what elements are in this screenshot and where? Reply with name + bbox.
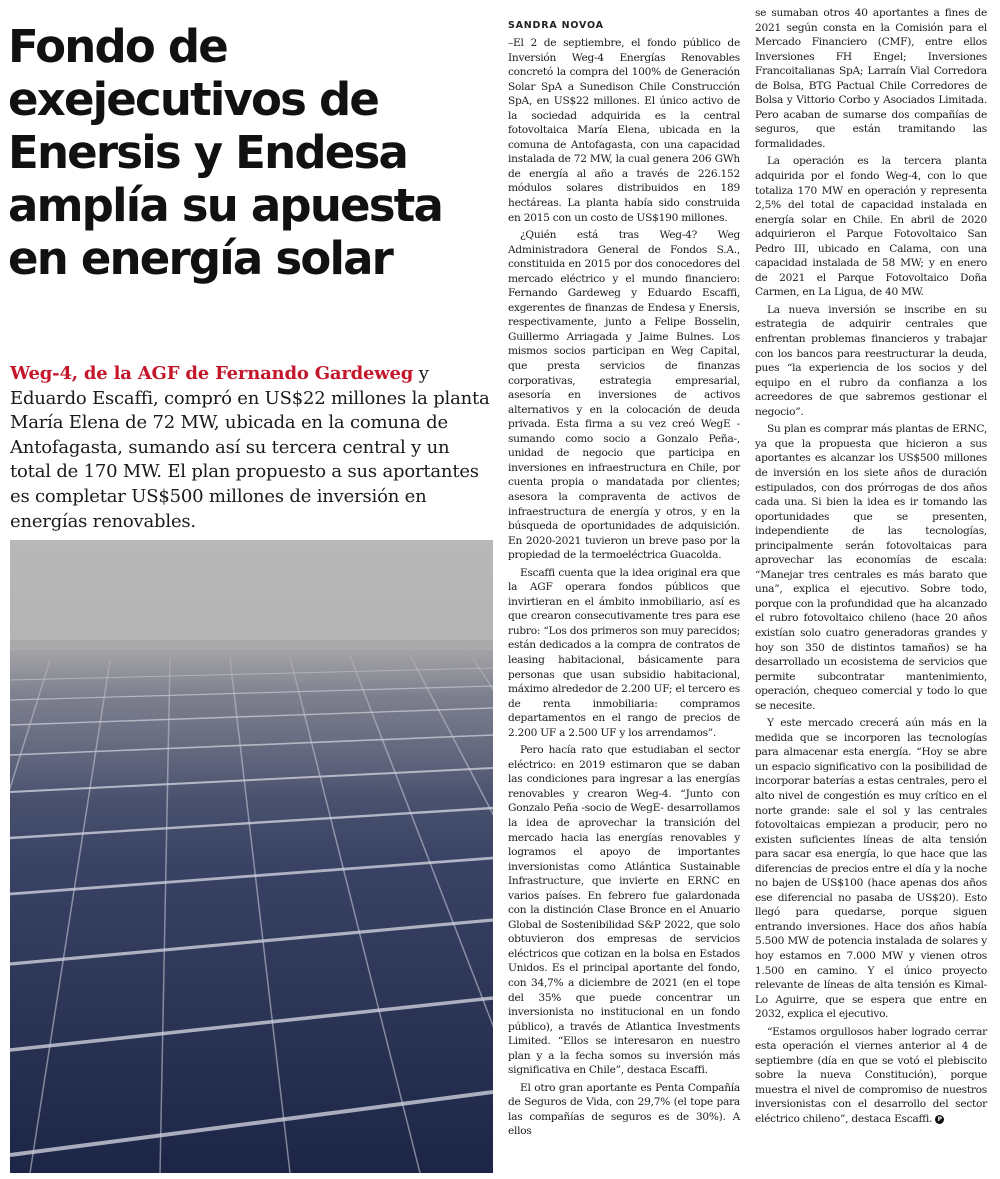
body-paragraph: se sumaban otros 40 aportantes a fines de 2021 según consta en la Comisión para el Mercado Financiero (CMF), entre ellos Inversiones FH Engel; Inversiones Francoitalianas SpA; Larraín Vial Corredora de Bolsa, BTG Pactual Chile Corredores de Bolsa y Vittorio Corbo y Asociados Limitada. Pero acaban de sumarse dos compañías de seguros, que están tramitando las formalidades. (755, 7, 987, 150)
body-paragraph: El otro gran aportante es Penta Compañía de Seguros de Vida, con 29,7% (el tope para las compañías de seguros es de 30%). A ellos (508, 1081, 740, 1138)
body-paragraph: La nueva inversión se inscribe en su estrategia de adquirir centrales que enfrentan problemas financieros y trabajar con los bancos para reestructurar la deuda, pues “la experiencia de los socios y del equipo en el rubro da confianza a los acreedores de que sabremos gestionar el negocio”. (755, 303, 987, 418)
byline: SANDRA NOVOA (508, 20, 604, 31)
body-paragraph: La operación es la tercera planta adquirida por el fondo Weg-4, con lo que totaliza 170 MW en operación y representa 2,5% del total de capacidad instalada en energía solar en Chile. En abril de 2020 adquirieron el Parque Fotovoltaico San Pedro III, ubicado en Calama, con una capacidad instalada de 58 MW; y en enero de 2021 el Parque Fotovoltaico Doña Carmen, en La Ligua, de 40 MW. (755, 155, 987, 299)
lead-highlight: Weg-4, de la AGF de Fernando Gardeweg (10, 363, 414, 384)
body-column-1 (508, 36, 740, 1142)
body-paragraph-text: “Estamos orgullosos haber logrado cerrar esta operación el viernes anterior al 4 de septiembre (día en que se votó el plebiscito sobre la nueva Constitución), porque muestra el nivel de compromiso de nuestros inversionistas con el desarrollo del sector eléctrico chileno”, destaca Escaffi. (755, 1025, 987, 1126)
end-mark-icon: P (935, 1115, 944, 1124)
body-paragraph-last (755, 1025, 987, 1127)
body-paragraph: ¿Quién está tras Weg-4? Weg Administradora General de Fondos S.A., constituida en 2015 por dos conocedores del mercado eléctrico y el mundo financiero: Fernando Gardeweg y Eduardo Escaffi, exgerentes de finanzas de Endesa y Enersis, respectivamente, junto a Felipe Bosselin, Guillermo Arriagada y Jaime Bulnes. Los mismos socios participan en Weg Capital, que presta servicios de finanzas corporativas, estrategia empresarial, asesoría en inversiones de activos alternativos y en la colocación de deuda privada. Esta firma a su vez creó WegE -sumando como socio a Gonzalo Peña-, unidad de negocio que participa en inversiones en infraestructura en Chile, por cuenta propia o mandatada por clientes; asesora la compraventa de activos de infraestructura de energía y otros, y en la búsqueda de oportunidades de adquisición. En 2020-2021 tuvieron un breve paso por la propiedad de la termoeléctrica Guacolda. (508, 229, 740, 562)
headline: Fondo de exejecutivos de Enersis y Endesa amplía su apuesta en energía solar (8, 20, 443, 285)
solar-panels-illustration (10, 540, 493, 1173)
body-paragraph: Su plan es comprar más plantas de ERNC, ya que la propuesta que hicieron a sus aportantes es alcanzar los US$500 millones de inversión en los siete años de duración estipulados, con dos prórrogas de dos años cada una. Si bien la idea es ir tomando las oportunidades que se presenten, independiente de las tecnologías, principalmente serán fotovoltaicas para aprovechar las economías de escala: “Manejar tres centrales es más barato que una”, explica el ejecutivo. Sobre todo, porque con la profundidad que ha alcanzado el rubro fotovoltaico chileno (hace 20 años existían solo cuatro generadoras grandes y hoy son 350 de distintos tamaños) se ha desarrollado un ecosistema de servicios que permite subcontratar mantenimiento, operación, chequeo comercial y todo lo que se necesite. (755, 423, 987, 712)
lead-text: y Eduardo Escaffi, compró en US$22 millones la planta María Elena de 72 MW, ubicada en la comuna de Antofagasta, sumando así su tercera central y un total de 170 MW. El plan propuesto a sus aportantes es completar US$500 millones de inversión en energías renovables. (10, 363, 490, 532)
body-column-2 (755, 6, 987, 1130)
lead-paragraph (10, 362, 495, 534)
body-paragraph: Y este mercado crecerá aún más en la medida que se incorporen las tecnologías para almacenar esta energía. “Hoy se abre un espacio significativo con la posibilidad de incorporar baterías a estas centrales, pero el alto nivel de congestión es muy crítico en el norte grande: sale el sol y las centrales fotovoltaicas empiezan a producir, pero no existen suficientes líneas de alta tensión para sacar esa energía, lo que hace que las diferencias de precios entre el día y la noche no bajen de US$100 (hace apenas dos años ese diferencial no pasaba de US$20). Esto llegó para quedarse, porque siguen entrando inversiones. Hace dos años había 5.500 MW de potencia instalada de solares y hoy estamos en 7.000 MW y vienen otros 1.500 en camino. Y el único proyecto relevante de líneas de alta tensión es Kimal-Lo Aguirre, que se espera que entre en 2032, explica el ejecutivo. (755, 717, 987, 1021)
body-paragraph: –El 2 de septiembre, el fondo público de Inversión Weg-4 Energías Renovables concretó la compra del 100% de Generación Solar SpA a Sunedison Chile Construcción SpA, en US$22 millones. El único activo de la sociedad adquirida es la central fotovoltaica María Elena, ubicada en la comuna de Antofagasta, con una capacidad instalada de 72 MW, la cual genera 206 GWh de energía al año a través de 226.152 módulos solares distribuidos en 189 hectáreas. La planta había sido construida en 2015 con un costo de US$190 millones. (508, 37, 740, 224)
body-paragraph: Pero hacía rato que estudiaban el sector eléctrico: en 2019 estimaron que se daban las condiciones para ingresar a las energías renovables y crearon Weg-4. “Junto con Gonzalo Peña -socio de WegE- desarrollamos la idea de aprovechar la transición del mercado hacia las energías renovables y logramos el apoyo de importantes inversionistas como Atlántica Sustainable Infrastructure, que invierte en ERNC en varios países. En febrero fue galardonada con la distinción Clase Bronce en el Anuario Global de Sostenibilidad S&P 2022, que solo obtuvieron dos empresas de servicios eléctricos que cotizan en la bolsa en Estados Unidos. Es el principal aportante del fondo, con 34,7% a diciembre de 2021 (en el tope del 35% que puede concentrar un inversionista no institucional en un fondo público), a través de Atlantica Investments Limited. “Ellos se interesaron en nuestro plan y a la fecha somos su inversión más significativa en Chile”, destaca Escaffi. (508, 744, 740, 1077)
solar-panels-photo (10, 540, 493, 1173)
body-paragraph: Escaffi cuenta que la idea original era que la AGF operara fondos públicos que invirtieran en el ámbito inmobiliario, así es que crearon consecutivamente tres para ese rubro: “Los dos primeros son muy parecidos; están dedicados a la compra de contratos de leasing habitacional, básicamente para personas que usan subsidio habitacional, máximo alrededor de 2.200 UF; el tercero es de renta inmobiliaria: compramos departamentos en el rango de precios de 2.200 UF a 2.500 UF y los arrendamos”. (508, 566, 740, 739)
